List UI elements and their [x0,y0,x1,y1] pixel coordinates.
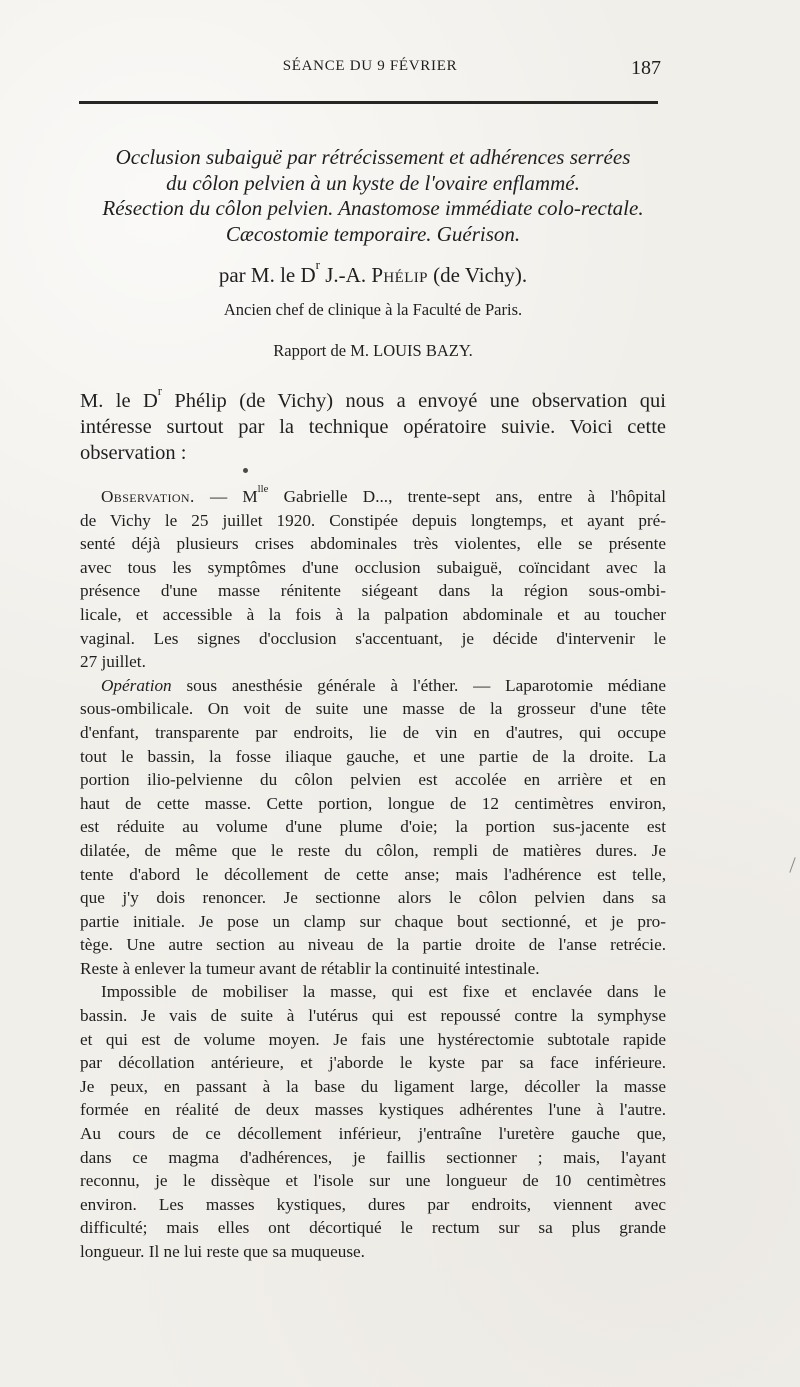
author-initials: J.-A. [319,263,372,287]
intro-prefix: M. le D [80,390,158,412]
body-line: tège. Une autre section au niveau de la partie droite de l'anse retrécie. [80,935,666,955]
body-line: reconnu, je le dissèque et l'isole sur une longueur de 10 centimètres [80,1171,666,1191]
body-line: d'enfant, transparente par endroits, lie de vin en d'autres, qui occupe [80,722,666,742]
body-line: licale, et accessible à la fois à la palpation abdominale et au toucher [80,604,666,624]
body-line: bassin. Je vais de suite à l'utérus qui est repoussé contre la symphyse [80,1006,666,1026]
author-affiliation: Ancien chef de clinique à la Faculté de Paris. [223,300,523,319]
observation-first-text: Gabrielle D..., trente-sept ans, entre à l'hôpital [268,487,666,506]
body-line: sous-ombilicale. On voit de suite une masse de la grosseur d'une tête [80,699,666,719]
observation-dash: — M [194,487,258,506]
body-line: senté déjà plusieurs crises abdominales très violentes, elle se présente [80,534,666,554]
body-line: que j'y dois renoncer. Je sectionne alors le côlon pelvien dans sa [80,888,666,908]
body-line: dans ce magma d'adhérences, je faillis sectionner ; mais, l'ayant [80,1147,666,1167]
report-line: Rapport de M. LOUIS BAZY. [273,341,473,360]
title-line: Occlusion subaiguë par rétrécissement et adhérences serrées [115,145,631,169]
printed-dot [243,468,248,473]
observation-text [80,485,666,1264]
body-line: tente d'abord le décollement de cette anse; mais l'adhérence est telle, [80,864,666,884]
operation-label: Opération [101,675,172,695]
body-line: portion ilio-pelvienne du côlon pelvien est accolée en arrière et en [80,770,666,790]
observation-first-line [80,485,666,509]
title-line: Résection du côlon pelvien. Anastomose immédiate colo-rectale. [102,196,644,220]
body-line: présence d'une masse rénitente siégeant dans la région sous-ombi- [80,581,666,601]
body-line: difficulté; mais elles ont décortiqué le rectum sur sa plus grande [80,1218,666,1238]
body-line: haut de cette masse. Cette portion, longue de 12 centimètres environ, [80,793,666,813]
intro-superscript: r [157,383,162,398]
intro-paragraph [80,383,666,466]
body-line: avec tous les symptômes d'une occlusion subaiguë, coïncidant avec la [80,557,666,577]
author-prefix: par M. le D [218,263,316,287]
body-line: tout le bassin, la fosse iliaque gauche, et une partie de la droite. La [80,746,666,766]
body-line: vaginal. Les signes d'occlusion s'accentuant, je décide d'intervenir le [80,628,666,648]
intro-line: intéresse surtout par la technique opératoire suivie. Voici cette [80,416,666,438]
body-line: longueur. Il ne lui reste que sa muqueuse. [80,1242,365,1261]
operation-first-line [80,674,666,698]
title-line: du côlon pelvien à un kyste de l'ovaire enflammé. [166,170,580,195]
observation-superscript: lle [257,485,269,495]
header-rule [79,101,658,104]
body-line: Je peux, en passant à la base du ligament large, décoller la masse [80,1076,666,1096]
intro-line [80,383,666,414]
body-line: partie initiale. Je pose un clamp sur chaque bout sectionné, et je pro- [80,911,666,931]
page-number: 187 [631,57,661,79]
margin-mark [789,857,795,872]
page-header [0,58,800,82]
body-line: formée en réalité de deux masses kystiques adhérentes l'une à l'autre. [80,1100,666,1120]
body-line: Reste à enlever la tumeur avant de rétablir la continuité intestinale. [80,958,540,978]
running-head: SÉANCE DU 9 FÉVRIER [282,58,458,74]
body-line: et qui est de volume moyen. Je fais une hystérectomie subtotale rapide [80,1029,666,1049]
author-line [80,257,666,288]
intro-line: observation : [80,442,187,464]
author-name: Phélip [371,263,428,287]
title-line: Cæcostomie temporaire. Guérison. [225,221,521,246]
intro-text: Phélip (de Vichy) nous a envoyé une observation qui [162,390,666,412]
body-line: dilatée, de même que le reste du côlon, rempli de matières dures. Je [80,840,666,860]
body-line: 27 juillet. [80,652,146,672]
operation-first-text: sous anesthésie générale à l'éther. — Laparotomie médiane [171,675,666,695]
body-line: est réduite au volume d'une plume d'oie; la portion sus-jacente est [80,817,666,837]
body-line: de Vichy le 25 juillet 1920. Constipée depuis longtemps, et ayant pré- [80,510,666,530]
body-line: environ. Les masses kystiques, dures par endroits, viennent avec [80,1194,666,1214]
observation-label: Observation. [101,487,195,506]
body-line: Au cours de ce décollement inférieur, j'entraîne l'uretère gauche que, [80,1124,666,1144]
author-location: (de Vichy). [427,263,528,287]
author-title-superscript: r [315,257,320,273]
article-title [80,145,666,247]
body-line: par décollation antérieure, et j'aborde le kyste par sa face inférieure. [80,1053,666,1073]
body-line: Impossible de mobiliser la masse, qui est fixe et enclavée dans le [101,982,666,1002]
